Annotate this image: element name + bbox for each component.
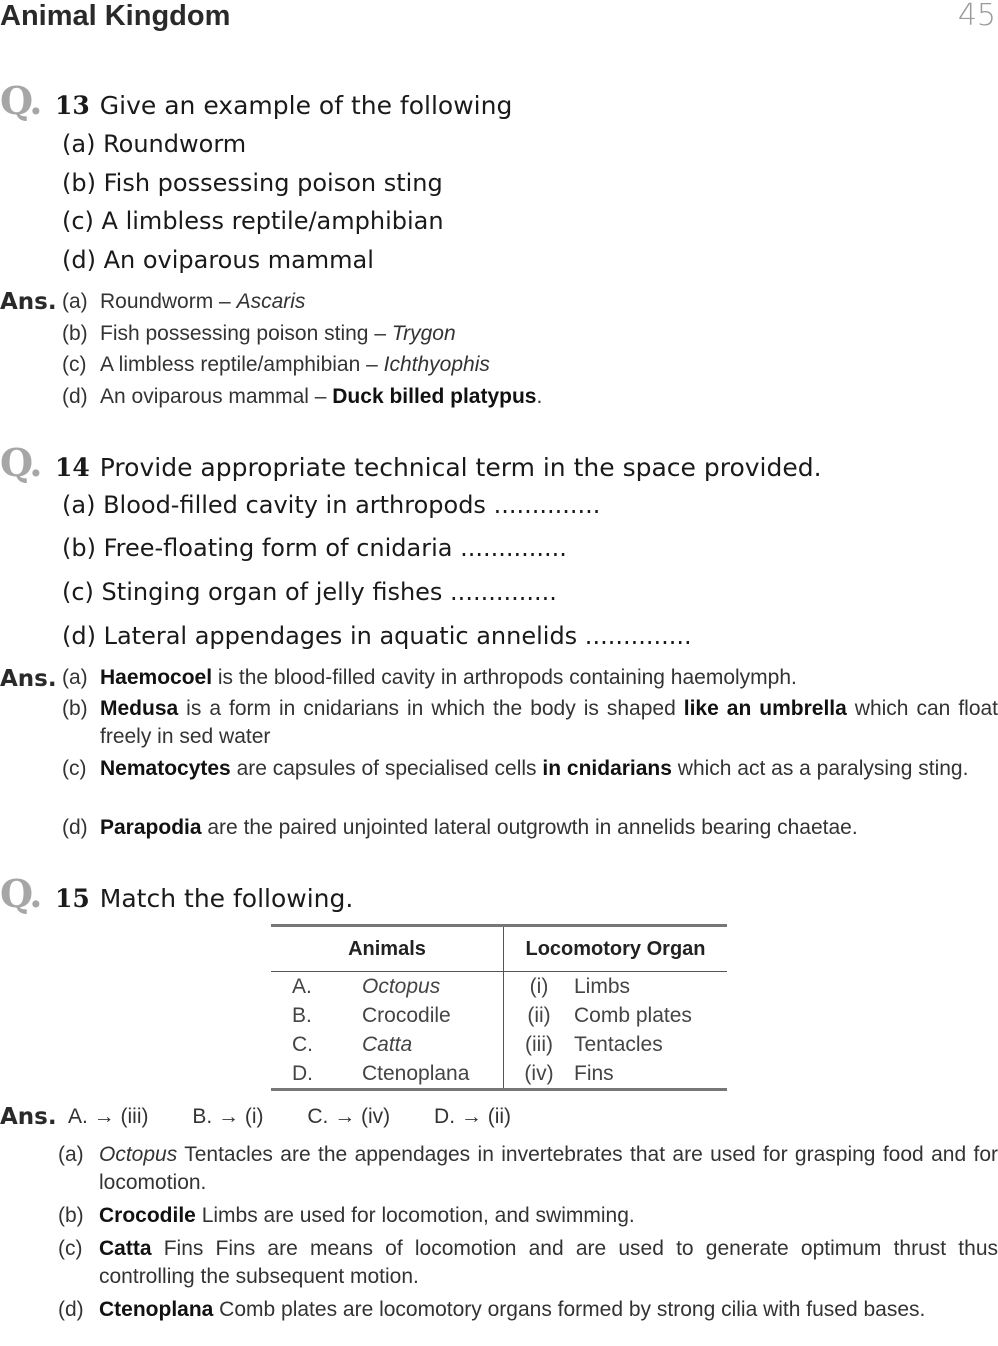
table-row: C. Catta (iii) Tentacles <box>271 1030 727 1059</box>
question-item: (a) Roundworm <box>62 130 247 158</box>
table-row: D. Ctenoplana (iv) Fins <box>271 1059 727 1090</box>
question-item: (c) A limbless reptile/amphibian <box>62 207 444 235</box>
question-mark-icon: Q. <box>0 78 41 123</box>
match-answer: B. → (i) <box>192 1105 264 1128</box>
question-text: Provide appropriate technical term in the space provided. <box>99 453 822 482</box>
answer-line: (c) A limbless reptile/amphibian – Ichthyophis <box>62 353 490 376</box>
page-number: 45 <box>957 0 996 33</box>
question-item: (d) Lateral appendages in aquatic annelids .............. <box>62 622 692 650</box>
answer-paragraph: (b) Medusa is a form in cnidarians in which the body is shaped like an umbrella which can float freely in sed water <box>62 697 998 748</box>
question-item: (b) Fish possessing poison sting <box>62 169 443 197</box>
explanation-paragraph: (a) Octopus Tentacles are the appendages in invertebrates that are used for grasping food and for locomotion. <box>58 1143 998 1194</box>
question-15-heading <box>0 871 353 916</box>
question-mark-icon: Q. <box>0 440 41 485</box>
answer-label: Ans. <box>0 289 57 315</box>
match-answer: C. → (iv) <box>307 1105 391 1128</box>
answer-paragraph: (c) Nematocytes are capsules of specialised cells in cnidarians which act as a paralysing sting. <box>62 757 969 780</box>
answer-label: Ans. <box>0 1104 57 1130</box>
question-number: 13 <box>55 91 90 120</box>
answer-paragraph: (d) Parapodia are the paired unjointed lateral outgrowth in annelids bearing chaetae. <box>62 816 858 839</box>
match-answer: D. → (ii) <box>434 1105 512 1128</box>
match-table <box>271 924 727 1091</box>
column-header-animals: Animals <box>271 926 504 972</box>
answer-line: (b) Fish possessing poison sting – Trygon <box>62 322 456 345</box>
question-text: Match the following. <box>99 884 354 913</box>
chapter-title: Animal Kingdom <box>0 0 231 32</box>
question-number: 15 <box>55 884 90 913</box>
column-header-locomotory-organ: Locomotory Organ <box>504 926 728 972</box>
explanation-paragraph: (b) Crocodile Limbs are used for locomotion, and swimming. <box>58 1204 635 1227</box>
question-text: Give an example of the following <box>99 91 513 120</box>
answer-paragraph: (a) Haemocoel is the blood-filled cavity in arthropods containing haemolymph. <box>62 666 797 689</box>
table-row: B. Crocodile (ii) Comb plates <box>271 1001 727 1030</box>
explanation-paragraph: (c) Catta Fins Fins are means of locomotion and are used to generate optimum thrust thus controlling the subsequent motion. <box>58 1237 998 1288</box>
question-14-heading <box>0 440 822 485</box>
table-row: A. Octopus (i) Limbs <box>271 972 727 1002</box>
question-number: 14 <box>55 453 90 482</box>
question-item: (c) Stinging organ of jelly fishes .............. <box>62 578 557 606</box>
question-item: (d) An oviparous mammal <box>62 246 374 274</box>
question-mark-icon: Q. <box>0 871 41 916</box>
question-13-heading <box>0 78 512 123</box>
question-item: (b) Free-floating form of cnidaria .............. <box>62 534 567 562</box>
explanation-paragraph: (d) Ctenoplana Comb plates are locomotory organs formed by strong cilia with fused bases. <box>58 1298 926 1321</box>
answer-line: (d) An oviparous mammal – Duck billed platypus. <box>62 385 543 408</box>
answer-line: (a) Roundworm – Ascaris <box>62 290 306 313</box>
question-item: (a) Blood-filled cavity in arthropods .............. <box>62 491 601 519</box>
match-answers <box>68 1105 549 1129</box>
answer-label: Ans. <box>0 666 57 692</box>
match-answer: A. → (iii) <box>68 1105 149 1128</box>
